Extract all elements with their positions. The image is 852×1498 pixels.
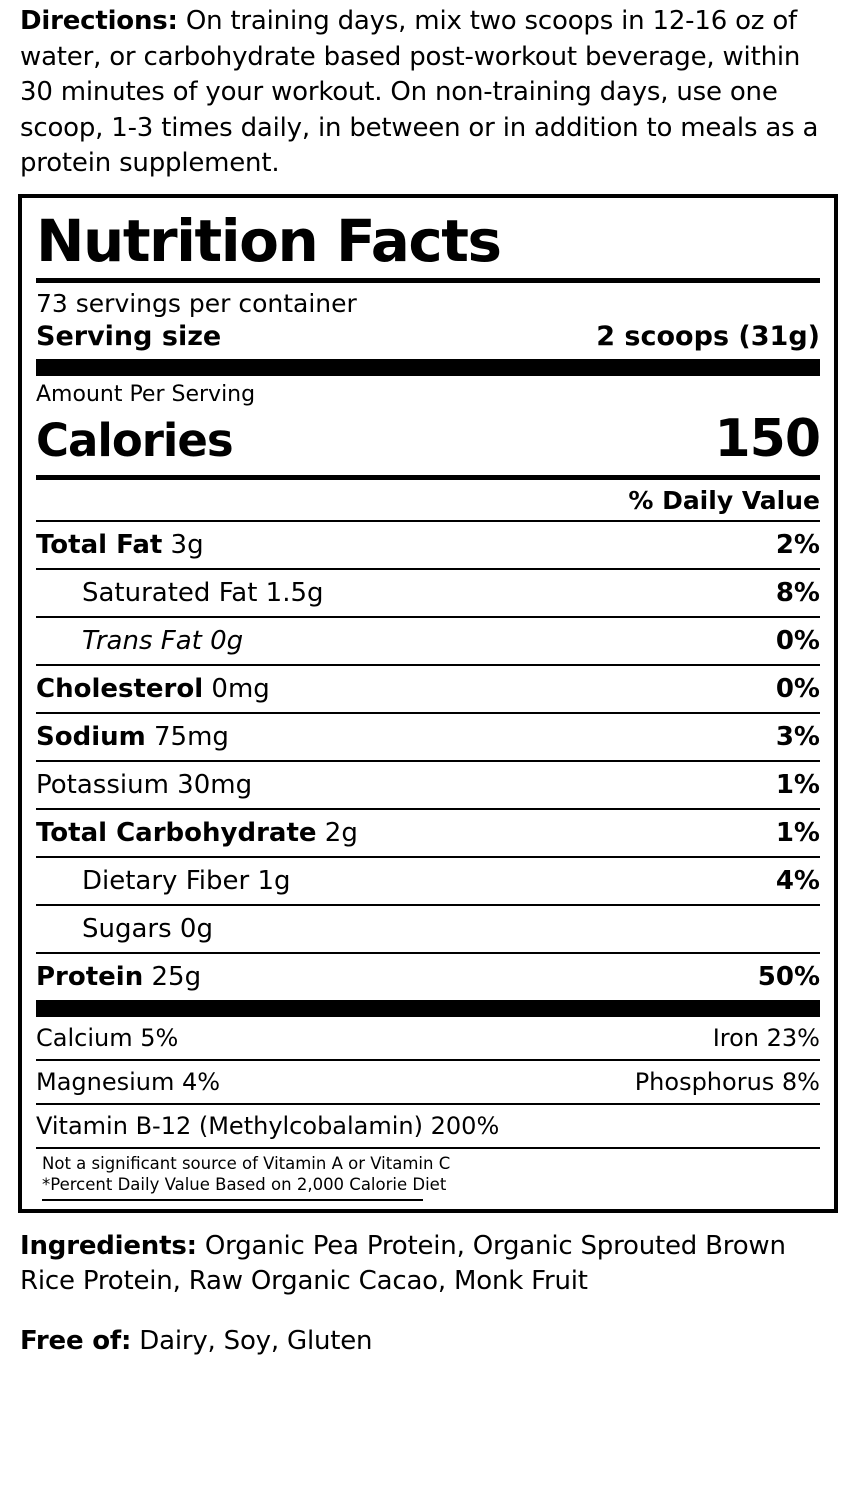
divider-protein	[36, 1000, 820, 1017]
nutrient-daily-value: 8%	[775, 577, 820, 608]
nutrient-amount: 3g	[162, 529, 204, 560]
amount-per-serving-label: Amount Per Serving	[36, 382, 256, 408]
vitamin-b12-row: Vitamin B-12 (Methylcobalamin) 200%	[36, 1111, 500, 1140]
calories-value: 150	[714, 408, 820, 469]
nutrient-row	[36, 666, 820, 712]
nutrient-name: Sugars 0g	[82, 913, 213, 944]
nutrient-name: Protein 25g	[36, 961, 202, 992]
ingredients-label: Ingredients:	[20, 1230, 197, 1261]
nutrient-daily-value: 1%	[775, 817, 820, 848]
footnote-underline	[42, 1199, 423, 1201]
nutrient-amount: 0g	[201, 625, 244, 656]
nutrient-name: Sodium 75mg	[36, 721, 229, 752]
nutrient-amount: 0mg	[203, 673, 270, 704]
nutrient-amount: 1.5g	[257, 577, 324, 608]
vitamin-row	[36, 1061, 820, 1103]
nutrient-name: Saturated Fat 1.5g	[82, 577, 324, 608]
ingredients-text: Organic Pea Protein, Organic Sprouted Brown Rice Protein, Raw Organic Cacao, Monk Fruit	[20, 1230, 786, 1297]
nutrient-row	[36, 810, 820, 856]
nutrition-facts-panel	[18, 194, 838, 1213]
nutrient-amount: 25g	[143, 961, 202, 992]
serving-size-value: 2 scoops (31g)	[596, 321, 820, 353]
nutrient-name: Trans Fat 0g	[82, 625, 244, 656]
vitamin-right: Phosphorus 8%	[634, 1067, 820, 1096]
nutrient-row	[36, 954, 820, 1000]
nutrient-amount: 30mg	[168, 769, 253, 800]
vitamin-right: Iron 23%	[712, 1023, 820, 1052]
serving-size-label: Serving size	[36, 321, 222, 353]
nutrient-daily-value: 50%	[757, 961, 820, 992]
nutrient-daily-value: 0%	[775, 625, 820, 656]
nutrient-name: Total Carbohydrate 2g	[36, 817, 358, 848]
vitamin-left: Calcium 5%	[36, 1023, 179, 1052]
directions-paragraph	[10, 0, 842, 182]
nutrient-row	[36, 570, 820, 616]
nutrient-daily-value: 0%	[775, 673, 820, 704]
directions-label: Directions:	[20, 6, 178, 36]
nutrient-amount: 75mg	[145, 721, 229, 752]
nutrient-rows	[36, 522, 820, 1000]
free-of-paragraph	[10, 1300, 842, 1356]
nutrient-name: Cholesterol 0mg	[36, 673, 270, 704]
directions-text: On training days, mix two scoops in 12-16 oz of water, or carbohydrate based post-workout beverage, within 30 minutes of your workout. On non-training days, use one scoop, 1-3 times daily, in between or in addition to meals as a protein supplement.	[20, 6, 819, 179]
nutrient-daily-value: 1%	[775, 769, 820, 800]
nutrition-facts-title: Nutrition Facts	[36, 207, 501, 276]
nutrient-daily-value: 4%	[775, 865, 820, 896]
divider-serving	[36, 359, 820, 376]
nutrient-row	[36, 858, 820, 904]
nutrient-amount: 2g	[316, 817, 358, 848]
nutrient-row	[36, 714, 820, 760]
calories-row	[36, 409, 820, 475]
servings-per-container: 73 servings per container	[36, 289, 357, 319]
nutrient-name: Total Fat 3g	[36, 529, 204, 560]
nutrient-row	[36, 522, 820, 568]
nutrient-name: Potassium 30mg	[36, 769, 253, 800]
footnote-percent-dv: *Percent Daily Value Based on 2,000 Calorie Diet	[42, 1175, 447, 1195]
daily-value-header: % Daily Value	[628, 485, 820, 515]
nutrient-daily-value: 2%	[775, 529, 820, 560]
free-of-text: Dairy, Soy, Gluten	[131, 1326, 373, 1357]
nutrient-name: Dietary Fiber 1g	[82, 865, 291, 896]
nutrient-daily-value: 3%	[775, 721, 820, 752]
nutrient-amount: 0g	[171, 913, 213, 944]
nutrient-amount: 1g	[249, 865, 291, 896]
ingredients-paragraph	[10, 1213, 842, 1301]
nutrient-row	[36, 762, 820, 808]
footnote-not-significant: Not a significant source of Vitamin A or Vitamin C	[42, 1153, 451, 1173]
nutrient-row	[36, 906, 820, 952]
vitamin-rows	[36, 1017, 820, 1105]
nutrient-row	[36, 618, 820, 664]
calories-label: Calories	[36, 413, 233, 467]
vitamin-row	[36, 1017, 820, 1059]
footnotes	[36, 1149, 820, 1201]
vitamin-left: Magnesium 4%	[36, 1067, 221, 1096]
serving-size-row	[36, 320, 820, 359]
free-of-label: Free of:	[20, 1326, 132, 1357]
